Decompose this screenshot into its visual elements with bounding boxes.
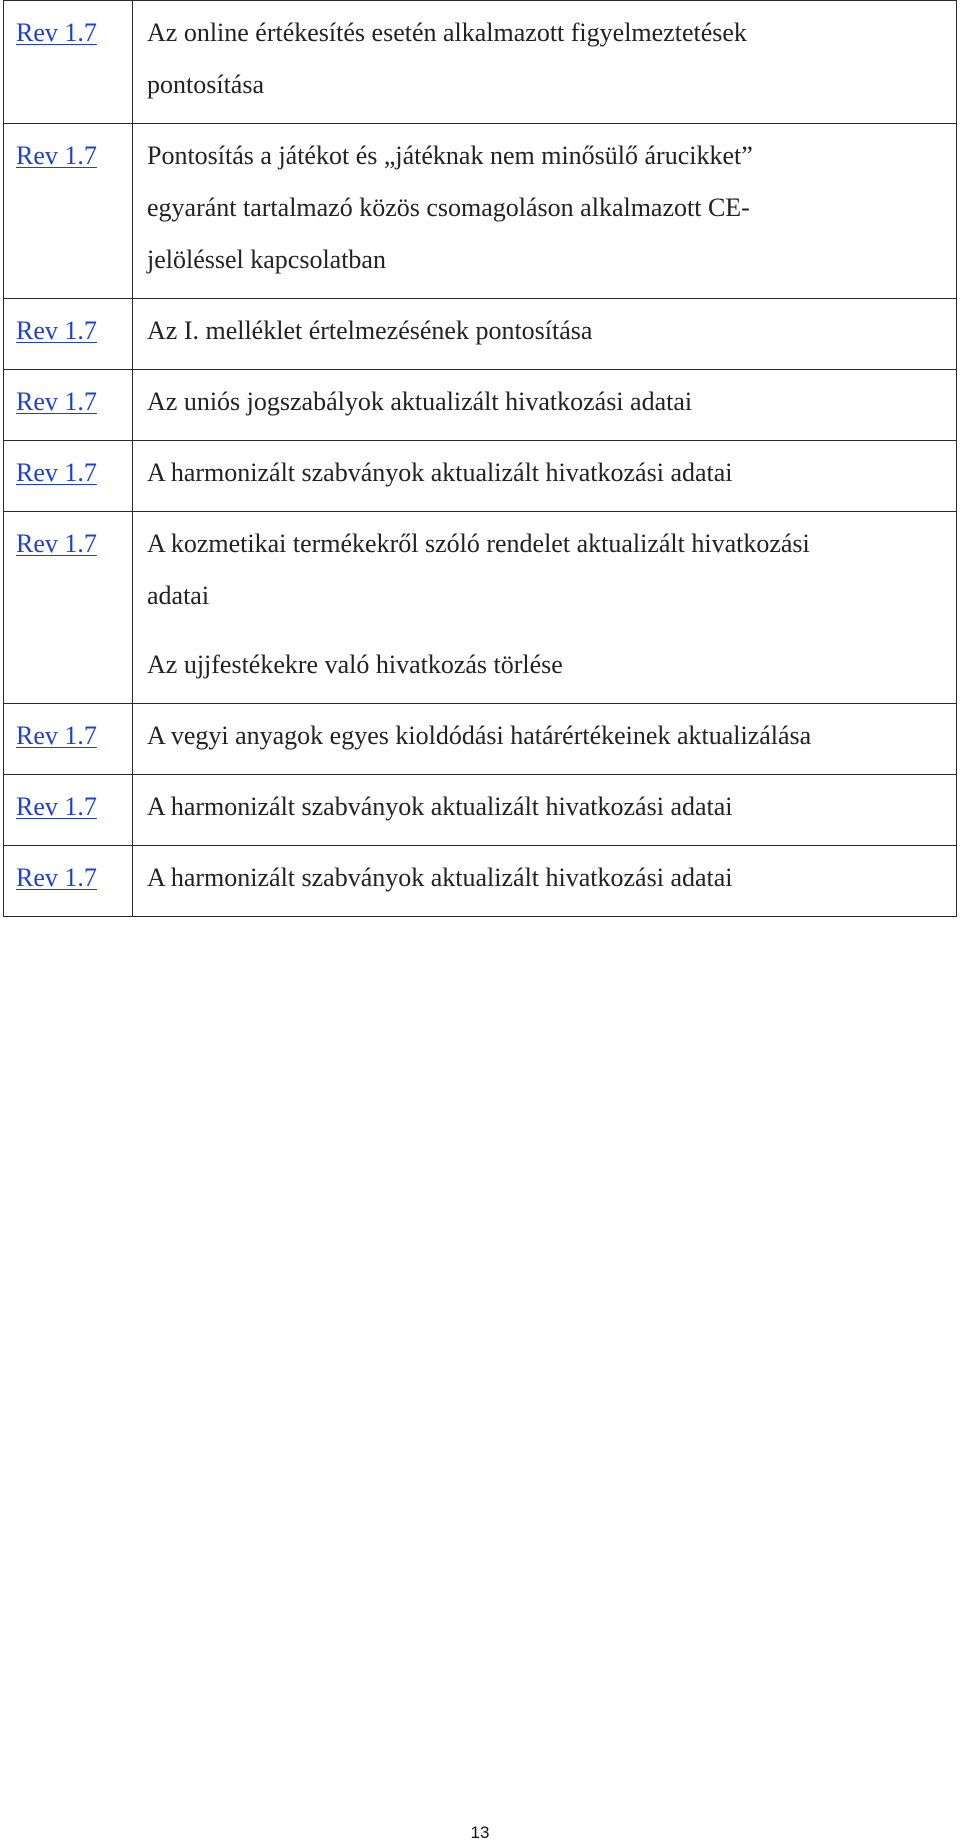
description-line: Az online értékesítés esetén alkalmazott figyelmeztetések (147, 18, 747, 47)
revision-link[interactable]: Rev 1.7 (16, 792, 97, 821)
table-row (4, 370, 957, 441)
revision-cell (4, 124, 133, 299)
description-line: Pontosítás a játékot és „játéknak nem minősülő árucikket” (147, 141, 753, 170)
table-row (4, 775, 957, 846)
revision-link[interactable]: Rev 1.7 (16, 721, 97, 750)
revision-cell (4, 370, 133, 441)
description-line: adatai (147, 581, 210, 610)
description-line: egyaránt tartalmazó közös csomagoláson alkalmazott CE- (147, 193, 750, 222)
revision-link[interactable]: Rev 1.7 (16, 18, 97, 47)
revision-cell (4, 704, 133, 775)
description-cell (133, 704, 957, 775)
revision-link[interactable]: Rev 1.7 (16, 529, 97, 558)
table-row (4, 124, 957, 299)
revision-cell (4, 1, 133, 124)
description-subline: Az ujjfestékekre való hivatkozás törlése (147, 650, 563, 679)
table-row (4, 704, 957, 775)
table-row (4, 299, 957, 370)
description-cell (133, 512, 957, 704)
description-line: A vegyi anyagok egyes kioldódási határértékeinek aktualizálása (147, 721, 812, 750)
description-line: pontosítása (147, 70, 264, 99)
revision-link[interactable]: Rev 1.7 (16, 863, 97, 892)
table-row (4, 512, 957, 704)
description-cell (133, 370, 957, 441)
table-row (4, 1, 957, 124)
description-cell (133, 299, 957, 370)
description-cell (133, 124, 957, 299)
description-cell (133, 1, 957, 124)
revision-table (3, 0, 957, 917)
table-row (4, 846, 957, 917)
page-number: 13 (470, 1823, 490, 1842)
table-row (4, 441, 957, 512)
description-line: A kozmetikai termékekről szóló rendelet aktualizált hivatkozási (147, 529, 810, 558)
description-line: Az I. melléklet értelmezésének pontosítása (147, 316, 593, 345)
description-line: Az uniós jogszabályok aktualizált hivatkozási adatai (147, 387, 693, 416)
description-cell (133, 775, 957, 846)
revision-link[interactable]: Rev 1.7 (16, 387, 97, 416)
revision-link[interactable]: Rev 1.7 (16, 141, 97, 170)
description-line: jelöléssel kapcsolatban (147, 245, 386, 274)
description-line: A harmonizált szabványok aktualizált hivatkozási adatai (147, 863, 733, 892)
revision-cell (4, 441, 133, 512)
revision-cell (4, 512, 133, 704)
revision-link[interactable]: Rev 1.7 (16, 458, 97, 487)
description-cell (133, 846, 957, 917)
description-cell (133, 441, 957, 512)
revision-link[interactable]: Rev 1.7 (16, 316, 97, 345)
description-line: A harmonizált szabványok aktualizált hivatkozási adatai (147, 458, 733, 487)
revision-cell (4, 299, 133, 370)
description-line: A harmonizált szabványok aktualizált hivatkozási adatai (147, 792, 733, 821)
revision-cell (4, 775, 133, 846)
revision-cell (4, 846, 133, 917)
